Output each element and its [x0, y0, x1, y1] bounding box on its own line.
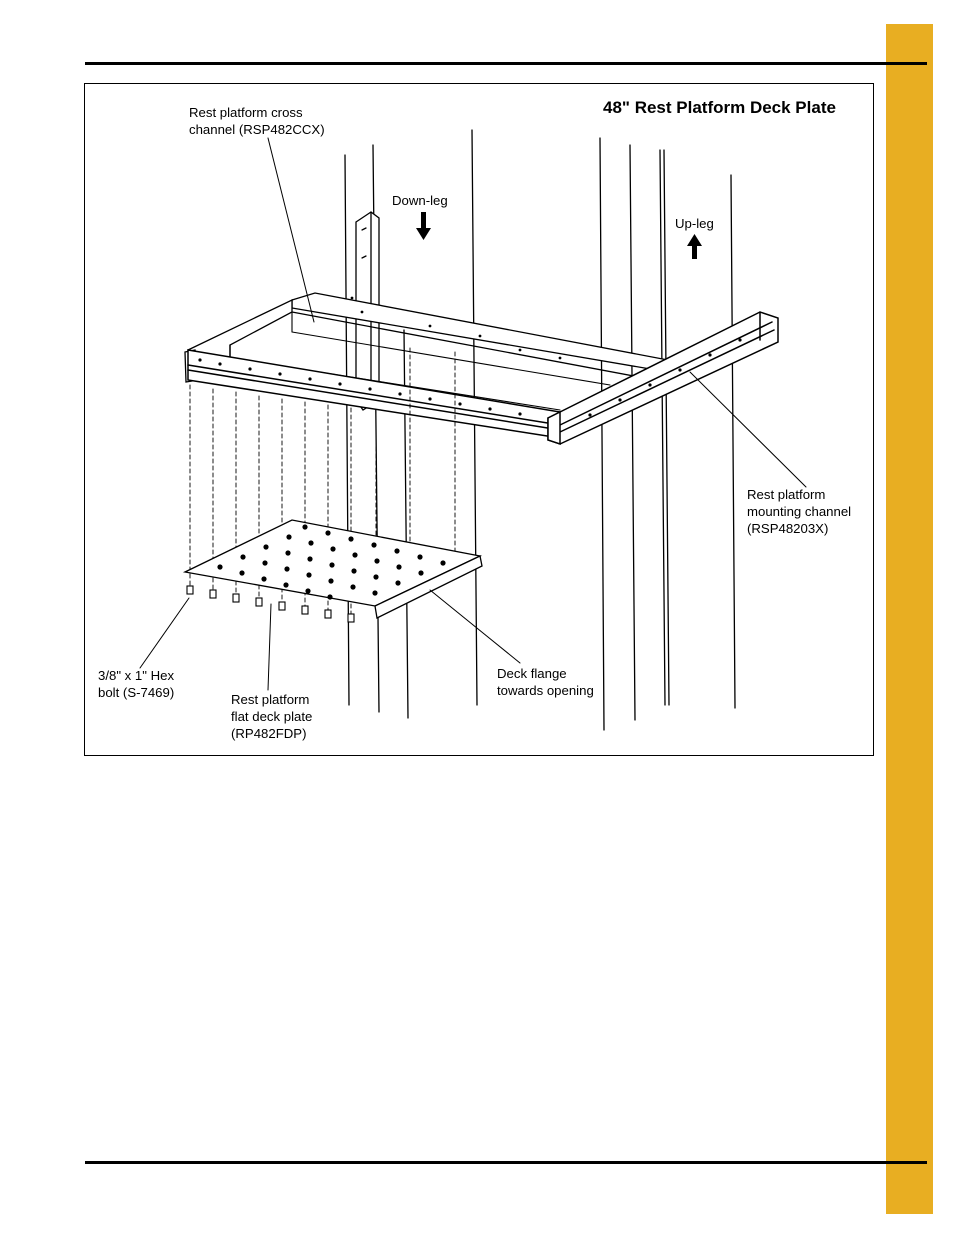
deck-plate [185, 520, 482, 618]
label-flange-line1: Deck flange [497, 666, 567, 681]
label-down-leg: Down-leg [392, 193, 448, 208]
label-cross-channel-line1: Rest platform cross [189, 105, 303, 120]
arrow-up-icon [687, 234, 702, 259]
label-deck-line1: Rest platform [231, 692, 310, 707]
label-mounting-line2: mounting channel [747, 504, 852, 519]
label-deck-line2: flat deck plate [231, 709, 313, 724]
label-mounting-line1: Rest platform [747, 487, 826, 502]
label-bolt-line2: bolt (S-7469) [98, 685, 175, 700]
label-mounting-line3: (RSP48203X) [747, 521, 829, 536]
arrow-down-icon [416, 212, 431, 240]
label-deck-line3: (RP482FDP) [231, 726, 307, 741]
label-bolt-line1: 3/8" x 1" Hex [98, 668, 175, 683]
figure-title: 48" Rest Platform Deck Plate [603, 98, 836, 117]
label-cross-channel-line2: channel (RSP482CCX) [189, 122, 325, 137]
label-up-leg: Up-leg [675, 216, 714, 231]
label-flange-line2: towards opening [497, 683, 594, 698]
